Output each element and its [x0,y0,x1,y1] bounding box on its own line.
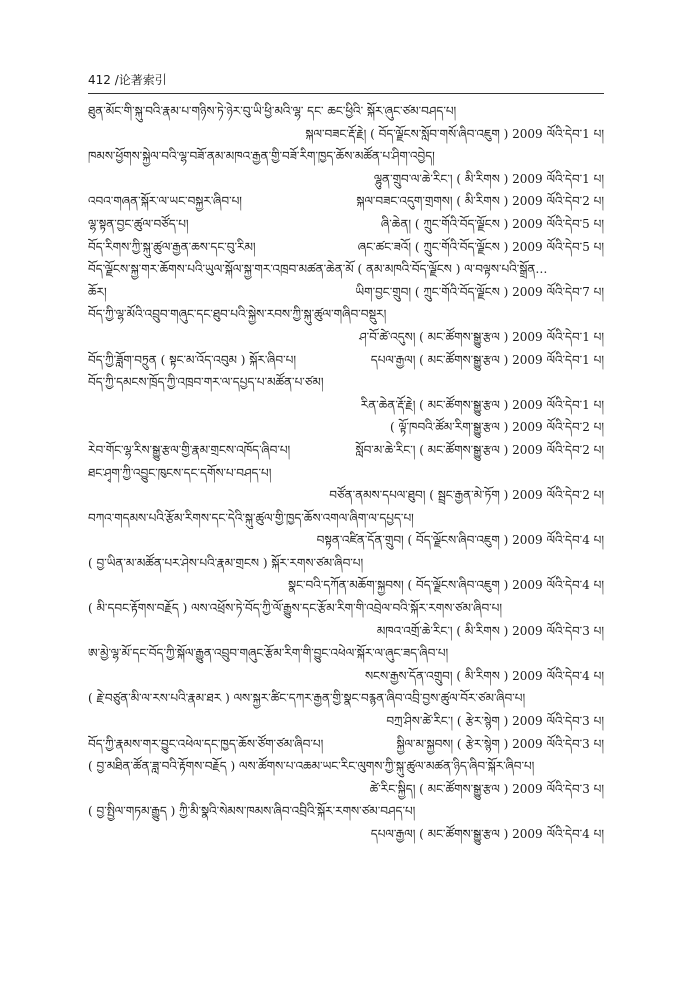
entry-title-line: ( མི་དབང་རྟོགས་བརྗོད ) ལས་འཕྲོས་ཏེ་བོད་ཀྱི་ལོ་རྒྱུས་དང་རྩོམ་རིག་གི་འབྲེལ་བའི་སྐོར་རགས་ཙམ་ཞིབ་པ། [88,601,503,616]
entry-title: ལྷ་སྟན་བྱང་ཚུལ་བཙོད་པ། [88,216,189,231]
entry-title-line: ( བྱ་ཡིན་མ་མཚོན་པར་ཤེས་པའི་རྣམ་གྲངས ) སྐོར་རགས་ཙམ་ཞིབ་པ། [88,555,364,570]
entry-citation-line: རིན་ཆེན་རྡོ་རྗེ། ( མང་ཚོགས་སྒྱུ་རྩལ ) 2009 ལོའི་དེབ་1 པ། [360,397,604,412]
entry-combined-line [88,733,604,756]
entry-citation-line: ཚེ་རིང་སྐྱིད། ( མང་ཚོགས་སྒྱུ་རྩལ ) 2009 ལོའི་དེབ་3 པ། [369,781,604,796]
entry-title-line: ( བྱ་མཐིན་ཚོན་ཟླ་བའི་རྟོགས་བརྗོད ) ལས་ཚོགས་པ་འཆམ་ཡང་རིང་ལུགས་ཀྱི་སྐུ་ཚུལ་མཚན་ཉིད་ཞིབ་སྐོར་ཞིབ་པ། [88,759,535,774]
entry-title-line: ( རྗེ་བཙུན་མི་ལ་རས་པའི་རྣམ་ཐར ) ལས་སྐྱར་ཚིང་དཀར་རྒྱན་གྱི་སྣང་བརྙན་ཞིབ་འབྲི་བྱས་ཚུལ་བོར་ཙམ་ཞིབ་པ། [88,691,526,706]
entry-citation-line: ལྷུན་གྲུབ་ལ་ཆེ་རིང་། ( མི་རིགས ) 2009 ལོའི་དེབ་1 པ། [373,171,604,186]
entry-title: འབའ་གཞན་སྐོར་ལ་ཡང་བསྐྱར་ཞིབ་པ། [88,194,242,209]
entry-citation-line: ( ལྟོ་ཁབའི་ཚོམ་རིག་སྒྱུ་རྩལ ) 2009 ལོའི་དེབ་2 པ། [390,420,604,435]
entry-title: བོད་ཀྱི་ཟློག་བཏྲུན ( སྟང་མ་འོད་འབུམ ) སྐོར་ཞིབ་པ། [88,352,296,367]
entry-citation-line: བཀྲ་ཤིས་ཚེ་རིང་། ( རྩེར་སྙེག ) 2009 ལོའི་དེབ་3 པ། [386,714,604,729]
entry-citation-line: སྣང་བའི་དཀོན་མཆོག་སྐྱབས། ( བོད་ལྗོངས་ཞིབ་འཇུག ) 2009 ལོའི་དེབ་4 པ། [287,578,604,593]
entry-citation-line: མཁའ་འགྲོ་ཆེ་རིང་། ( མི་རིགས ) 2009 ལོའི་དེབ་3 པ། [376,623,604,638]
entry-citation-line: བསྟན་འཛིན་དོན་གྲུབ། ( བོད་ལྗོངས་ཞིབ་འཇུག ) 2009 ལོའི་དེབ་4 པ། [316,533,604,548]
running-head: 412 /论著索引 [88,73,167,87]
entry-combined-line [88,190,604,213]
entry-citation: ཞི་ཆེན། ( ཀྲུང་གོའི་བོད་ལྗོངས ) 2009 ལོའི་དེབ་5 པ། [380,216,604,231]
entry-citation: ཞང་ཚང་ཟའོ། ( ཀྲུང་གོའི་བོད་ལྗོངས ) 2009 ལོའི་དེབ་5 པ། [357,239,604,254]
entry-title: བོད་རིགས་ཀྱི་སྐུ་ཚུལ་རྒྱན་ཆས་དང་བུ་རིམ། [88,239,256,254]
entry-title: བོད་ཀྱི་རྣམས་གར་བྱུང་འཕེལ་དང་ཁྱད་ཆོས་ཙོག་ཙམ་ཞིབ་པ། [88,736,324,751]
entry-title-line: ཨ་མྱེ་ལྷ་མོ་དང་བོད་ཀྱི་སྐོལ་རྒྱུན་འབྲུབ་གཞུང་རྩོམ་རིག་གི་བྱུང་འཕེལ་སྐོར་ལ་ཞུང་ཟད་ཞིབ་པ། [88,646,449,661]
entry-citation: སློབ་མ་ཆེ་རིང་། ( མང་ཚོགས་སྒྱུ་རྩལ ) 2009 ལོའི་དེབ་2 པ། [355,442,604,457]
entry-title-line: བོད་ཀྱི་ལྷ་མོའི་འབྲུབ་གཞུང་དང་ཐུབ་པའི་སྐྱེས་རབས་ཀྱི་སྐུ་ཚུལ་གཞིབ་བསྡུར། [88,307,387,322]
entry-combined-line [88,236,604,259]
entry-title: ཆོར། [88,284,107,299]
entry-title-line: བོད་ལྗོངས་སྐྱ་གར་ཆོགས་པའི་ཡུལ་སྐོལ་སྐྱ་གར་འཁྲབ་མཚན་ཆེན་མོ ( ནམ་མཁའི་བོད་ལྗོངས ) ལ་བལྟས་པའི་སྒྲོན… [88,262,548,277]
entry-citation-line: སྐལ་བཟང་རྡོ་རྗེ། ( བོད་ལྗོངས་སློབ་གསོ་ཞིབ་འཇུག ) 2009 ལོའི་དེབ་1 པ། [305,126,604,141]
entry-title-line: ( བྱ་སྤྱིལ་གཏམ་རྒྱུད ) ཀྱི་མི་སྣའི་སེམས་ཁམས་ཞིབ་འབྲིའི་སྐོར་རགས་ཙམ་བཤད་པ། [88,804,416,819]
entry-title-line: ཐུན་མོང་གི་སྐུ་བའི་རྣམ་པ་གཉིས་ཏེ་ཉེར་བུ་ཡི་ཕྱི་མའི་ལྷ་ དང་ ཆང་ཕྱིའི་ སྐོར་ཞུང་ཙམ་བཤད་པ། [88,104,457,118]
entry-citation-line: སངས་རྒྱས་དོན་འགྲུབ། ( མི་རིགས ) 2009 ལོའི་དེབ་4 པ། [364,668,604,683]
entry-title-line: ཐང་ཤྭག་ཀྱི་འབྱུང་ཁུངས་དང་དགོས་པ་བཤད་པ། [88,465,272,480]
entry-combined-line [88,349,604,372]
entry-citation: དཔལ་རྒྱལ། ( མང་ཚོགས་སྒྱུ་རྩལ ) 2009 ལོའི་དེབ་1 པ། [370,352,604,367]
entry-citation: སྐྱིལ་མ་སྐྱབས། ( རྩེར་སྙེག ) 2009 ལོའི་དེབ་3 པ། [396,736,604,751]
entry-title: རེབ་གོང་ལྷ་རིས་སྒྱུ་རྩལ་གྱི་རྣམ་གྲངས་འཁོད་ཞིབ་པ། [88,442,291,457]
header-rule [88,93,604,94]
entry-citation-line: དཔལ་རྒྱལ། ( མང་ཚོགས་སྒྱུ་རྩལ ) 2009 ལོའི་དེབ་4 པ། [370,827,604,841]
entry-citation: སྐལ་བཟང་འདུག་གྲགས། ( མི་རིགས ) 2009 ལོའི་དེབ་2 པ། [356,194,604,209]
entry-combined-line [88,281,604,304]
entry-combined-line [88,439,604,462]
entry-combined-line [88,213,604,236]
entry-citation-line: ཤ་བོ་ཚེ་འདུས། ( མང་ཚོགས་སྒྱུ་རྩལ ) 2009 ལོའི་དེབ་1 པ། [359,329,604,344]
entry-citation-line: བཙོན་ནམས་དཔལ་ཐུབ། ( སྦྲང་རྒྱན་མེ་ཏོག ) 2009 ལོའི་དེབ་2 པ། [329,488,604,503]
entry-title-line: ཁམས་ཕྱོགས་སྐྱེལ་བའི་ལྷ་བཟོ་ནམ་མཁའ་རྒྱན་གྱི་བཟོ་རིག་ཁྱད་ཆོས་མཚོན་པ་ཤིག་འབྱེད། [88,149,435,164]
entry-title-line: བཀའ་གདམས་པའི་རྩོམ་རིགས་དང་དེའི་སྐུ་ཚུལ་གྱི་ཁྱད་ཆོས་འགལ་ཞིག་ལ་དཔྱད་པ། [88,510,414,525]
entry-citation: ཡིག་བྱང་གྲུབ། ( ཀྲུང་གོའི་བོད་ལྗོངས ) 2009 ལོའི་དེབ་7 པ། [355,284,604,299]
entry-title-line: བོད་ཀྱི་དམངས་ཁྲོད་ཀྱི་འཁྲབ་གར་ལ་དཔྱད་པ་མཚོན་པ་ཙམ། [88,375,324,390]
index-entries [88,100,604,846]
